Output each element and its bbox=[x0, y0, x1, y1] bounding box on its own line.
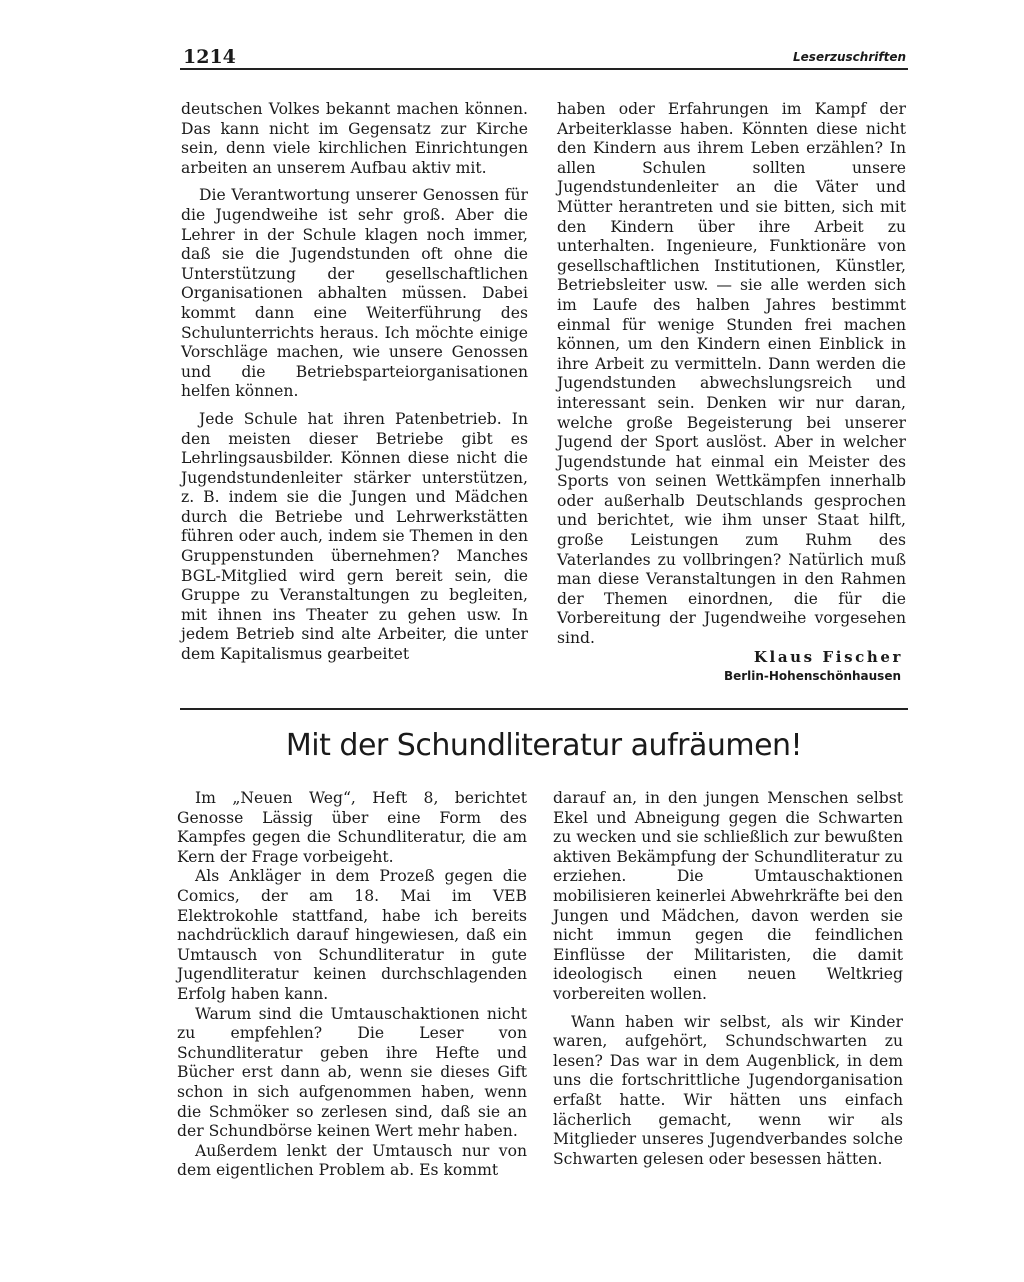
paragraph: Wann haben wir selbst, als wir Kinder waren, aufgehört, Schundschwarten zu lesen? Das war in dem Augenblick, in dem uns die fortschrittliche Jugendorganisation erfaßt hatte. Wir hätten uns einfach lächerlich gemacht, wenn wir als Mitglieder unseres Jugendverbandes solche Schwarten gelesen oder besessen hätten. bbox=[553, 1012, 903, 1168]
paragraph: darauf an, in den jungen Menschen selbst Ekel und Abneigung gegen die Schwarten zu wecken und sie schließlich zur bewußten aktiven Bekämpfung der Schundliteratur zu erziehen. Die Umtauschaktionen mobilisieren keinerlei Abwehrkräfte bei den Jungen und Mädchen, davon werden sie nicht immun gegen die feindlichen Einflüsse der Militaristen, die damit ideologisch einen neuen Weltkrieg vorbereiten wollen. bbox=[553, 789, 903, 1003]
paragraph: Jede Schule hat ihren Patenbetrieb. In den meisten dieser Betriebe gibt es Lehrlingsausbilder. Können diese nicht die Jugendstundenleiter stärker unterstützen, z. B. indem sie die Jungen und Mädchen durch die Betriebe und Lehrwerkstätten führen oder auch, indem sie Themen in den Gruppenstunden übernehmen? Manches BGL-Mitglied wird gern bereit sein, die Gruppe zu Veranstaltungen zu begleiten, mit ihnen ins Theater zu gehen usw. In jedem Betrieb sind alte Arbeiter, die unter dem Kapitalismus gearbeitet bbox=[181, 409, 528, 664]
author-location: Berlin-Hohenschönhausen bbox=[723, 669, 901, 683]
upper-article-column-1 bbox=[181, 100, 528, 665]
paragraph: Warum sind die Umtauschaktionen nicht zu empfehlen? Die Leser von Schundliteratur geben ihre Hefte und Bücher erst dann ab, wenn sie dieses Gift schon in sich aufgenommen haben, wenn die Schmöker so zerlesen sind, daß sie an der Schundbörse keinen Wert mehr haben. bbox=[177, 1004, 527, 1141]
paragraph: Außerdem lenkt der Umtausch nur von dem eigentlichen Problem ab. Es kommt bbox=[177, 1141, 527, 1180]
header-rule bbox=[180, 68, 908, 70]
paragraph: Die Verantwortung unserer Genossen für die Jugendweihe ist sehr groß. Aber die Lehrer in der Schule klagen noch immer, daß sie die Jugendstunden oft ohne die Unterstützung der gesellschaftlichen Organisationen abhalten müssen. Dabei kommt dann eine Weiterführung des Schulunterrichts heraus. Ich möchte einige Vorschläge machen, wie unsere Genossen und die Betriebsparteiorganisationen helfen können. bbox=[181, 186, 528, 401]
paragraph: haben oder Erfahrungen im Kampf der Arbeiterklasse haben. Könnten diese nicht den Kindern aus ihrem Leben erzählen? In allen Schulen sollten unsere Jugendstundenleiter an die Väter und Mütter herantreten und sie bitten, sich mit den Kindern über ihre Arbeit zu unterhalten. Ingenieure, Funktionäre von gesellschaftlichen Institutionen, Künstler, Betriebsleiter usw. — sie alle werden sich im Laufe des halben Jahres bestimmt einmal für wenige Stunden frei machen können, um den Kindern einen Einblick in ihre Arbeit zu vermitteln. Dann werden die Jugendstunden abwechslungsreich und interessant sein. Denken wir nur daran, welche große Begeisterung bei unserer Jugend der Sport auslöst. Aber in welcher Jugendstunde hat einmal ein Meister des Sports von seinen Wettkämpfen innerhalb oder außerhalb Deutschlands gesprochen und berichtet, wie ihm unser Staat hilft, große Leistungen zum Ruhm des Vaterlandes zu vollbringen? Natürlich muß man diese Veranstaltungen in den Rahmen der Themen einordnen, die für die Vorbereitung der Jugendweihe vorgesehen sind. bbox=[557, 100, 906, 648]
lower-article-column-1 bbox=[177, 789, 527, 1181]
paragraph: deutschen Volkes bekannt machen können. Das kann nicht im Gegensatz zur Kirche sein, denn viele kirchlichen Einrichtungen arbeiten an unserem Aufbau aktiv mit. bbox=[181, 100, 528, 177]
paragraph: Als Ankläger in dem Prozeß gegen die Comics, der am 18. Mai im VEB Elektrokohle stattfand, habe ich bereits nachdrücklich darauf hingewiesen, daß ein Umtausch von Schundliteratur in gute Jugendliteratur keinen durchschlagenden Erfolg haben kann. bbox=[177, 867, 527, 1003]
paragraph: Im „Neuen Weg“, Heft 8, berichtet Genosse Lässig über eine Form des Kampfes gegen die Schundliteratur, die am Kern der Frage vorbeigeht. bbox=[177, 789, 527, 866]
page-number: 1214 bbox=[183, 46, 236, 68]
author-signature: Klaus Fischer bbox=[753, 648, 903, 666]
section-label: Leserzuschriften bbox=[793, 50, 906, 64]
upper-article-column-2 bbox=[557, 100, 906, 649]
article-headline: Mit der Schundliteratur aufräumen! bbox=[285, 728, 803, 763]
section-rule bbox=[180, 708, 908, 710]
lower-article-column-2 bbox=[553, 789, 903, 1169]
